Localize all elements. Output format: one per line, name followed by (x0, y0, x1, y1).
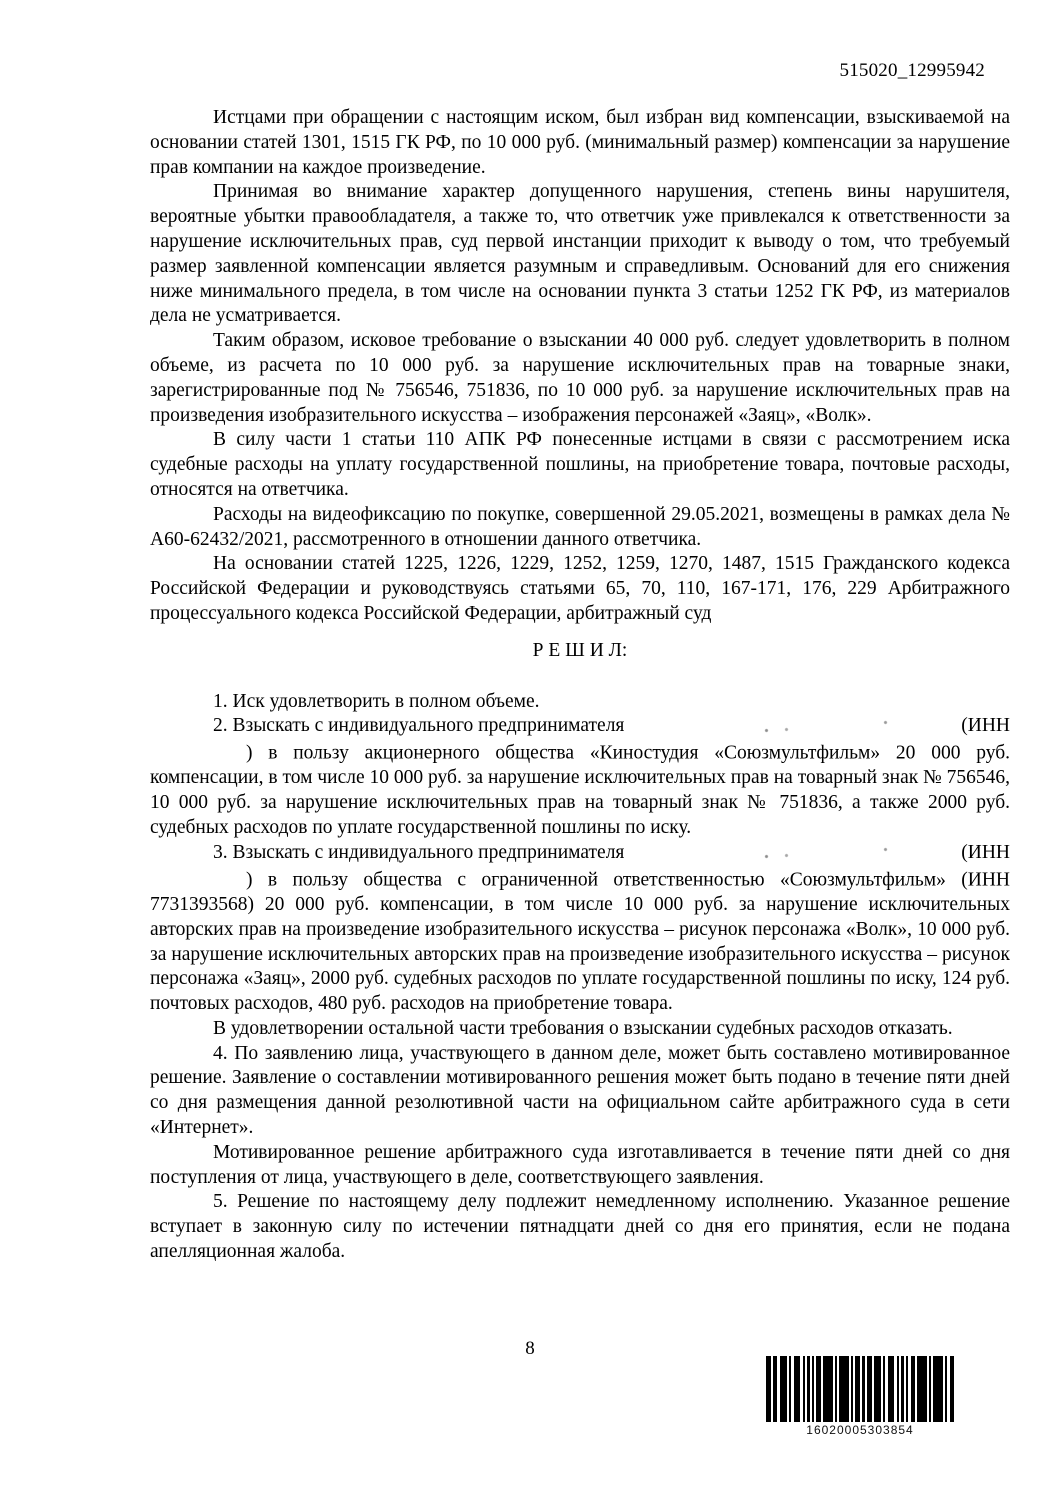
item2-lead-text: 2. Взыскать с индивидуального предпринимателя (213, 715, 625, 737)
item3-continuation (150, 866, 1010, 1017)
resolution-item-2 (150, 714, 1010, 840)
redacted-inn-value (150, 866, 246, 886)
item2-first-line (150, 714, 1010, 739)
barcode-number: 16020005303854 (806, 1423, 914, 1437)
resolution-item-4: 4. По заявлению лица, участвующего в данном деле, может быть составлено мотивированное решение. Заявление о составлении мотивированного решения может быть подано в течение пяти дней со дня размещения данной резолютивной части на официальном сайте арбитражного суда в сети «Интернет». (150, 1042, 1010, 1139)
page-number: 8 (525, 1338, 535, 1359)
item3-body-text: ) в пользу общества с ограниченной ответственностью «Союзмультфильм» (ИНН 7731393568) 20 000 руб. компенсации, в том числе 10 000 руб. за нарушение исключительных авторских прав на произведение изобразительного искусства – рисунок персонажа «Волк», 10 000 руб. за нарушение исключительных авторских прав на произведение изобразительного искусства – рисунок персонажа «Заяц», 2000 руб. судебных расходов по уплате государственной пошлины по иску, 124 руб. почтовых расходов, 480 руб. расходов на приобретение товара. (150, 869, 1010, 1015)
paragraph-motivated-decision: Мотивированное решение арбитражного суда изготавливается в течение пяти дней со дня поступления от лица, участвующего в деле, соответствующего заявления. (150, 1141, 1010, 1188)
document-reference-number: 515020_12995942 (839, 60, 985, 81)
item3-inn-label: (ИНН (961, 841, 1010, 863)
resolution-heading: Р Е Ш И Л: (532, 639, 628, 661)
redacted-entrepreneur-name (624, 841, 961, 866)
barcode (766, 1356, 954, 1422)
resolution-item-3 (150, 841, 1010, 1017)
paragraph-claim-amount: Таким образом, исковое требование о взыскании 40 000 руб. следует удовлетворить в полном объеме, из расчета по 10 000 руб. за нарушение исключительных прав на товарные знаки, зарегистрированные под № 756546, 751836, по 10 000 руб. за нарушение исключительных прав на произведения изобразительного искусства – изображения персонажей «Заяц», «Волк». (150, 330, 1010, 426)
item2-inn-label: (ИНН (961, 715, 1010, 737)
redacted-inn-value (150, 739, 246, 759)
item2-body-text: ) в пользу акционерного общества «Киностудия «Союзмультфильм» 20 000 руб. компенсации, в том числе 10 000 руб. за нарушение исключительных прав на товарный знак № 756546, 10 000 руб. за нарушение исключительных прав на товарный знак № 751836, а также 2000 руб. судебных расходов по уплате государственной пошлины по иску. (150, 742, 1010, 839)
item3-first-line (150, 841, 1010, 866)
resolution-item-5: 5. Решение по настоящему делу подлежит немедленному исполнению. Указанное решение вступает в законную силу по истечении пятнадцати дней со дня его принятия, если не подана апелляционная жалоба. (150, 1191, 1010, 1263)
paragraph-compensation-basis: Истцами при обращении с настоящим иском, был избран вид компенсации, взыскиваемой на основании статей 1301, 1515 ГК РФ, по 10 000 руб. (минимальный размер) компенсации за нарушение прав компании на каждое произведение. (150, 107, 1010, 178)
paragraph-video-recording-costs: Расходы на видеофиксацию по покупке, совершенной 29.05.2021, возмещены в рамках дела № А60-62432/2021, рассмотренного в отношении данного ответчика. (150, 503, 1010, 550)
item2-continuation (150, 739, 1010, 841)
redacted-entrepreneur-name (624, 714, 961, 739)
paragraph-court-costs: В силу части 1 статьи 110 АПК РФ понесенные истцами в связи с рассмотрением иска судебные расходы на уплату государственной пошлины, на приобретение товара, почтовые расходы, относятся на ответчика. (150, 429, 1010, 500)
paragraph-legal-grounds: На основании статей 1225, 1226, 1229, 1252, 1259, 1270, 1487, 1515 Гражданского кодекса Российской Федерации и руководствуясь статьями 65, 70, 110, 167-171, 176, 229 Арбитражного процессуального кодекса Российской Федерации, арбитражный суд (150, 553, 1010, 624)
paragraph-violation-assessment: Принимая во внимание характер допущенного нарушения, степень вины нарушителя, вероятные убытки правообладателя, а также то, что ответчик уже привлекался к ответственности за нарушение исключительных прав, суд первой инстанции приходит к выводу о том, что требуемый размер заявленной компенсации является разумным и справедливым. Оснований для его снижения ниже минимального предела, в том числе на основании пункта 3 статьи 1252 ГК РФ, из материалов дела не усматривается. (150, 181, 1010, 327)
paragraph-costs-refusal: В удовлетворении остальной части требования о взыскании судебных расходов отказать. (213, 1017, 953, 1039)
document-body (150, 106, 1010, 1265)
barcode-block (766, 1356, 954, 1437)
resolution-item-1: 1. Иск удовлетворить в полном объеме. (213, 690, 540, 712)
item3-lead-text: 3. Взыскать с индивидуального предпринимателя (213, 841, 625, 863)
